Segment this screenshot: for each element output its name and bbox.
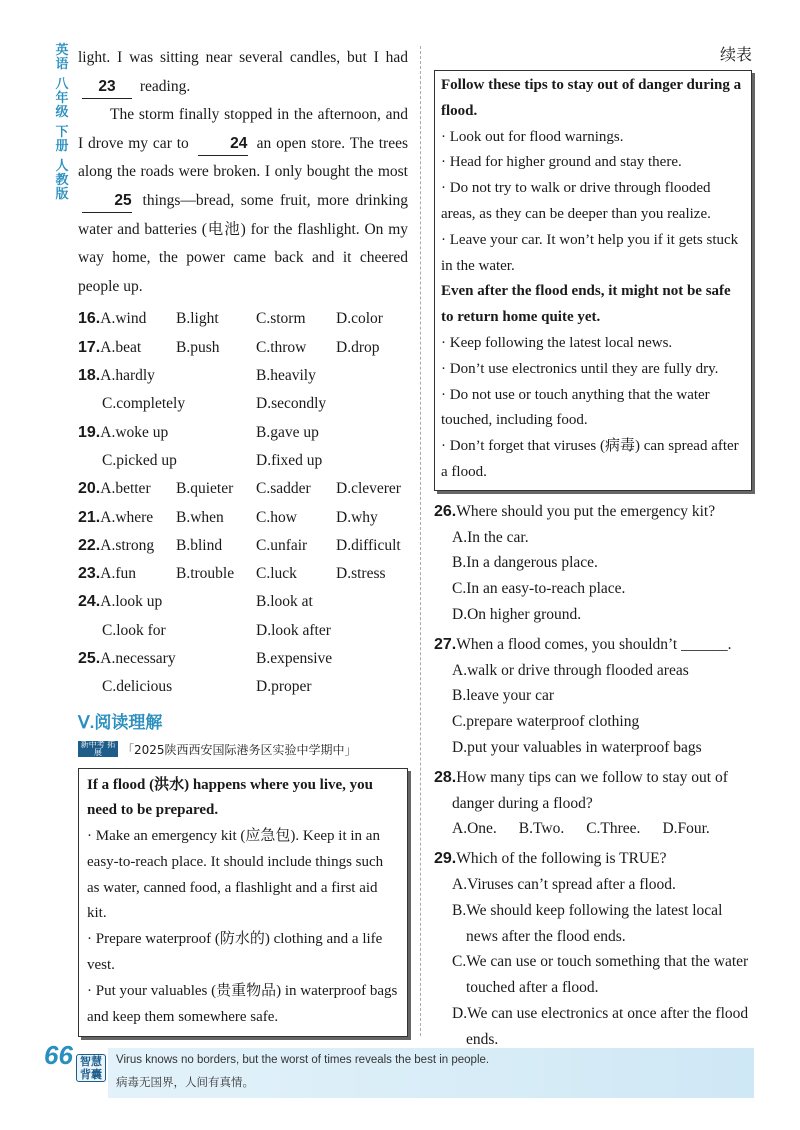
answer-option: D.Four. xyxy=(662,820,710,838)
side-label xyxy=(52,44,72,208)
option-c: C.delicious xyxy=(102,678,173,696)
passage-text: things—bread, some fruit, more drinking water and batteries (电池) for the flashlight. On my way home, the power came back and it cheered people up. xyxy=(78,191,408,295)
option-row xyxy=(78,390,401,418)
source-line xyxy=(78,741,408,758)
option-d: D.look after xyxy=(256,621,331,639)
answer-option: B.Two. xyxy=(518,820,565,838)
right-box-tip: · Do not use or touch anything that the water touched, including food. xyxy=(441,386,710,429)
question-number: 26. xyxy=(434,502,457,520)
section-title: Ⅴ.阅读理解 xyxy=(78,712,163,732)
left-box-tip: · Prepare waterproof (防水的) clothing and a life vest. xyxy=(87,931,383,974)
question-number: 20. xyxy=(78,480,101,498)
option-d: D.secondly xyxy=(256,395,327,413)
question-28 xyxy=(434,765,752,842)
option-b: B.expensive xyxy=(256,650,333,668)
right-box-tip: · Do not try to walk or drive through flooded areas, as they can be deeper than you realize. xyxy=(441,180,711,222)
option-a: A.hardly xyxy=(100,367,155,385)
answer-option: B.In a dangerous place. xyxy=(452,554,598,572)
side-label-subject: 英语 xyxy=(55,43,69,72)
right-column xyxy=(434,70,752,1052)
right-box-tip: · Keep following the latest local news. xyxy=(441,334,673,351)
option-a: A.where xyxy=(100,508,154,526)
answer-option: A.Viruses can’t spread after a flood. xyxy=(452,875,676,893)
option-row xyxy=(78,560,401,588)
option-row xyxy=(78,419,401,447)
option-d: D.color xyxy=(336,310,383,328)
option-d: D.stress xyxy=(336,565,386,583)
option-a: A.wind xyxy=(100,310,147,328)
question-stem: How many tips can we follow to stay out of danger during a flood? xyxy=(452,768,728,812)
option-row xyxy=(78,447,401,475)
question-stem: Which of the following is TRUE? xyxy=(456,850,667,868)
page-number: 66 xyxy=(44,1040,73,1070)
footer-quote-en: Virus knows no borders, but the worst of times reveals the best in people. xyxy=(116,1054,490,1066)
question-number: 16. xyxy=(78,310,101,328)
question-number: 17. xyxy=(78,338,101,356)
option-c: C.completely xyxy=(102,395,186,413)
answer-option: D.On higher ground. xyxy=(452,605,582,623)
right-box-tip: · Don’t use electronics until they are fully dry. xyxy=(441,360,719,377)
option-row xyxy=(78,503,401,531)
left-box-heading: If a flood (洪水) happens where you live, you need to be prepared. xyxy=(87,776,373,819)
left-box-tip: · Put your valuables (贵重物品) in waterproof bags and keep them somewhere safe. xyxy=(87,982,398,1025)
option-row xyxy=(78,673,401,701)
option-b: B.quieter xyxy=(176,480,234,498)
answer-option: C.In an easy-to-reach place. xyxy=(452,580,626,598)
question-number: 27. xyxy=(434,635,457,653)
left-column xyxy=(78,44,408,1037)
option-d: D.drop xyxy=(336,338,380,356)
passage-text: The storm finally stopped in the afternoon, and I drove my car to xyxy=(78,106,408,152)
option-a: A.better xyxy=(100,480,151,498)
option-a: A.look up xyxy=(100,593,163,611)
right-box-tip: · Head for higher ground and stay there. xyxy=(441,154,682,171)
option-b: B.push xyxy=(176,338,220,356)
answer-option: B.leave your car xyxy=(452,687,554,705)
right-box-heading-2: Even after the flood ends, it might not be safe to return home quite yet. xyxy=(441,283,731,326)
option-row xyxy=(78,362,401,390)
option-row xyxy=(78,475,401,503)
right-box-heading-1: Follow these tips to stay out of danger during a flood. xyxy=(441,77,742,119)
option-d: D.difficult xyxy=(336,536,401,554)
option-row xyxy=(78,588,401,616)
question-number: 24. xyxy=(78,593,101,611)
option-b: B.when xyxy=(176,508,224,526)
options-table xyxy=(78,305,401,701)
option-b: B.look at xyxy=(256,593,313,611)
option-b: B.heavily xyxy=(256,367,316,385)
blank-25: 25 xyxy=(82,190,132,213)
option-b: B.light xyxy=(176,310,219,328)
option-row xyxy=(78,532,401,560)
option-row xyxy=(78,645,401,673)
right-box-tip: · Leave your car. It won’t help you if it gets stuck in the water. xyxy=(441,231,739,274)
right-box-tip: · Look out for flood warnings. xyxy=(441,128,624,145)
column-divider xyxy=(420,46,421,1036)
answer-option: C.prepare waterproof clothing xyxy=(452,713,640,731)
option-c: C.luck xyxy=(256,565,297,583)
option-a: A.strong xyxy=(100,536,155,554)
option-d: D.fixed up xyxy=(256,451,323,469)
answer-option: A.In the car. xyxy=(452,528,529,546)
option-b: B.gave up xyxy=(256,423,319,441)
question-number: 19. xyxy=(78,423,101,441)
side-label-volume: 下册 xyxy=(55,125,69,154)
option-row xyxy=(78,305,401,333)
answer-option: D.We can use electronics at once after the flood ends. xyxy=(452,1004,749,1048)
option-d: D.cleverer xyxy=(336,480,401,498)
question-27 xyxy=(434,632,752,761)
answer-option: A.walk or drive through flooded areas xyxy=(452,661,689,679)
option-row xyxy=(78,334,401,362)
option-c: C.throw xyxy=(256,338,307,356)
option-b: B.blind xyxy=(176,536,223,554)
question-stem: When a flood comes, you shouldn’t ______. xyxy=(456,635,732,653)
option-c: C.storm xyxy=(256,310,306,328)
option-c: C.how xyxy=(256,508,297,526)
question-number: 21. xyxy=(78,508,101,526)
passage-paragraph-1 xyxy=(78,44,408,101)
side-label-edition: 人教版 xyxy=(55,159,69,202)
option-a: A.fun xyxy=(100,565,136,583)
side-label-grade: 八年级 xyxy=(55,77,69,120)
source-logo: 新中考 拓展 xyxy=(78,741,118,757)
option-row xyxy=(78,617,401,645)
option-c: C.look for xyxy=(102,621,166,639)
source-text: 「2025陕西西安国际港务区实验中学期中」 xyxy=(122,742,357,757)
answer-option: B.We should keep following the latest local news after the flood ends. xyxy=(452,901,723,945)
blank-24: 24 xyxy=(198,133,248,156)
answer-option: D.put your valuables in waterproof bags xyxy=(452,738,702,756)
passage-line: light. I was sitting near several candles, but I had xyxy=(78,49,408,66)
question-number: 29. xyxy=(434,850,457,868)
passage-text: reading. xyxy=(139,77,191,95)
option-b: B.trouble xyxy=(176,565,235,583)
option-a: A.woke up xyxy=(100,423,169,441)
answer-option: A.One. xyxy=(452,820,497,838)
question-stem: Where should you put the emergency kit? xyxy=(456,502,716,520)
answer-options-inline xyxy=(434,816,752,842)
question-number: 22. xyxy=(78,536,101,554)
passage-paragraph-2 xyxy=(78,101,408,301)
continued-label: 续表 xyxy=(719,45,752,64)
question-number: 18. xyxy=(78,367,101,385)
option-d: D.why xyxy=(336,508,378,526)
answer-option: C.Three. xyxy=(586,820,641,838)
question-29 xyxy=(434,846,752,1052)
right-box-tip: · Don’t forget that viruses (病毒) can spread after a flood. xyxy=(441,438,739,480)
right-info-box xyxy=(434,70,752,491)
option-a: A.beat xyxy=(100,338,142,356)
left-box-tip: · Make an emergency kit (应急包). Keep it in an easy-to-reach place. It should include things such as water, canned food, a flashlight and a first aid kit. xyxy=(87,828,384,922)
option-a: A.necessary xyxy=(100,650,176,668)
option-c: C.unfair xyxy=(256,536,308,554)
passage-text: an open store. The trees along the roads were broken. I only bought the most xyxy=(78,134,408,181)
left-info-box xyxy=(78,768,408,1038)
option-c: C.picked up xyxy=(102,451,177,469)
answer-option: C.We can use or touch something that the water touched after a flood. xyxy=(452,953,749,997)
option-c: C.sadder xyxy=(256,480,311,498)
question-number: 25. xyxy=(78,650,101,668)
option-d: D.proper xyxy=(256,678,312,696)
footer-badge: 智慧背囊 xyxy=(76,1054,106,1082)
question-number: 23. xyxy=(78,565,101,583)
question-26 xyxy=(434,499,752,628)
question-number: 28. xyxy=(434,768,457,786)
footer-quote-zh: 病毒无国界，人间有真情。 xyxy=(116,1075,254,1089)
blank-23: 23 xyxy=(82,76,132,99)
